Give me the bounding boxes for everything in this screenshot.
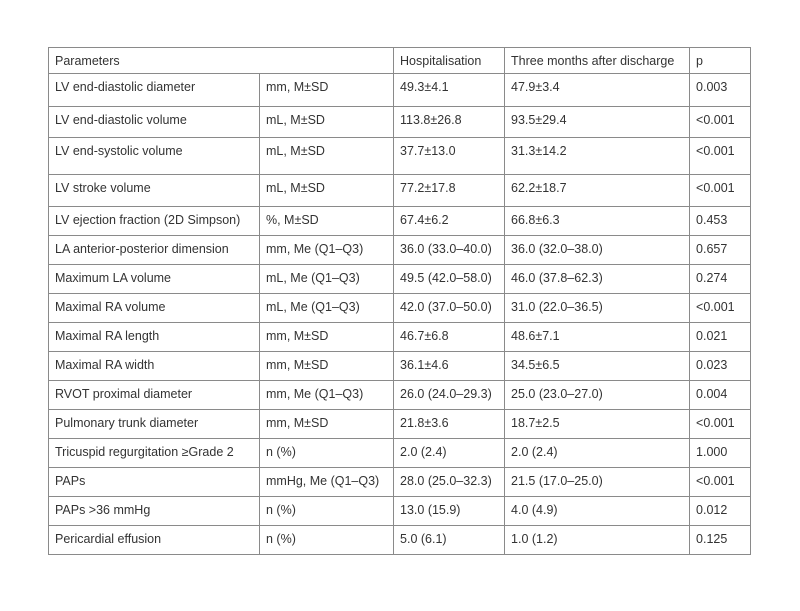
cell-three-months: 46.0 (37.8–62.3) bbox=[505, 265, 690, 294]
cell-unit: mm, Me (Q1–Q3) bbox=[260, 381, 394, 410]
cell-unit: %, M±SD bbox=[260, 207, 394, 236]
table-row bbox=[49, 352, 751, 381]
cell-hospitalisation: 113.8±26.8 bbox=[394, 107, 505, 138]
cell-three-months: 31.3±14.2 bbox=[505, 138, 690, 175]
cell-unit: mm, M±SD bbox=[260, 74, 394, 107]
cell-unit: mL, Me (Q1–Q3) bbox=[260, 294, 394, 323]
table-row bbox=[49, 107, 751, 138]
cell-p-value: <0.001 bbox=[690, 294, 751, 323]
cell-parameter: Maximal RA width bbox=[49, 352, 260, 381]
cell-hospitalisation: 5.0 (6.1) bbox=[394, 526, 505, 555]
cell-three-months: 34.5±6.5 bbox=[505, 352, 690, 381]
cell-three-months: 4.0 (4.9) bbox=[505, 497, 690, 526]
cell-three-months: 66.8±6.3 bbox=[505, 207, 690, 236]
cell-p-value: <0.001 bbox=[690, 468, 751, 497]
cell-hospitalisation: 28.0 (25.0–32.3) bbox=[394, 468, 505, 497]
cell-p-value: 0.274 bbox=[690, 265, 751, 294]
cell-hospitalisation: 67.4±6.2 bbox=[394, 207, 505, 236]
cell-parameter: LV stroke volume bbox=[49, 175, 260, 207]
cell-p-value: <0.001 bbox=[690, 107, 751, 138]
table-header-row bbox=[49, 48, 751, 74]
cell-unit: mm, M±SD bbox=[260, 352, 394, 381]
header-p-value: p bbox=[690, 48, 751, 74]
cell-hospitalisation: 2.0 (2.4) bbox=[394, 439, 505, 468]
cell-parameter: PAPs bbox=[49, 468, 260, 497]
header-three-months: Three months after discharge bbox=[505, 48, 690, 74]
cell-unit: mL, M±SD bbox=[260, 107, 394, 138]
table-row bbox=[49, 468, 751, 497]
cell-parameter: LV end-diastolic volume bbox=[49, 107, 260, 138]
table-row bbox=[49, 175, 751, 207]
cell-p-value: <0.001 bbox=[690, 175, 751, 207]
cell-three-months: 36.0 (32.0–38.0) bbox=[505, 236, 690, 265]
header-parameters: Parameters bbox=[49, 48, 394, 74]
cell-hospitalisation: 36.0 (33.0–40.0) bbox=[394, 236, 505, 265]
table-body bbox=[49, 74, 751, 555]
table-row bbox=[49, 381, 751, 410]
cell-parameter: Tricuspid regurgitation ≥Grade 2 bbox=[49, 439, 260, 468]
cell-three-months: 25.0 (23.0–27.0) bbox=[505, 381, 690, 410]
cell-p-value: 1.000 bbox=[690, 439, 751, 468]
cell-hospitalisation: 37.7±13.0 bbox=[394, 138, 505, 175]
cell-p-value: 0.023 bbox=[690, 352, 751, 381]
cell-unit: mL, M±SD bbox=[260, 138, 394, 175]
cell-three-months: 21.5 (17.0–25.0) bbox=[505, 468, 690, 497]
cell-three-months: 93.5±29.4 bbox=[505, 107, 690, 138]
table-row bbox=[49, 138, 751, 175]
table-row bbox=[49, 74, 751, 107]
table-row bbox=[49, 497, 751, 526]
cell-p-value: 0.004 bbox=[690, 381, 751, 410]
cell-p-value: 0.125 bbox=[690, 526, 751, 555]
cell-p-value: <0.001 bbox=[690, 410, 751, 439]
cell-hospitalisation: 26.0 (24.0–29.3) bbox=[394, 381, 505, 410]
cell-three-months: 48.6±7.1 bbox=[505, 323, 690, 352]
cell-parameter: PAPs >36 mmHg bbox=[49, 497, 260, 526]
cell-parameter: Maximum LA volume bbox=[49, 265, 260, 294]
cell-hospitalisation: 42.0 (37.0–50.0) bbox=[394, 294, 505, 323]
cell-p-value: 0.453 bbox=[690, 207, 751, 236]
echocardiography-table bbox=[48, 47, 751, 555]
table-row bbox=[49, 526, 751, 555]
cell-unit: n (%) bbox=[260, 526, 394, 555]
cell-p-value: 0.657 bbox=[690, 236, 751, 265]
cell-three-months: 2.0 (2.4) bbox=[505, 439, 690, 468]
table-row bbox=[49, 439, 751, 468]
cell-unit: mmHg, Me (Q1–Q3) bbox=[260, 468, 394, 497]
cell-parameter: Maximal RA volume bbox=[49, 294, 260, 323]
cell-unit: mm, Me (Q1–Q3) bbox=[260, 236, 394, 265]
cell-hospitalisation: 21.8±3.6 bbox=[394, 410, 505, 439]
cell-parameter: LV end-systolic volume bbox=[49, 138, 260, 175]
cell-three-months: 1.0 (1.2) bbox=[505, 526, 690, 555]
cell-unit: mm, M±SD bbox=[260, 410, 394, 439]
table-row bbox=[49, 207, 751, 236]
cell-hospitalisation: 77.2±17.8 bbox=[394, 175, 505, 207]
cell-three-months: 62.2±18.7 bbox=[505, 175, 690, 207]
cell-parameter: LV ejection fraction (2D Simpson) bbox=[49, 207, 260, 236]
cell-p-value: 0.012 bbox=[690, 497, 751, 526]
cell-p-value: 0.003 bbox=[690, 74, 751, 107]
cell-parameter: LA anterior-posterior dimension bbox=[49, 236, 260, 265]
cell-three-months: 31.0 (22.0–36.5) bbox=[505, 294, 690, 323]
cell-hospitalisation: 49.5 (42.0–58.0) bbox=[394, 265, 505, 294]
cell-unit: n (%) bbox=[260, 439, 394, 468]
cell-hospitalisation: 36.1±4.6 bbox=[394, 352, 505, 381]
cell-unit: mL, M±SD bbox=[260, 175, 394, 207]
table-row bbox=[49, 410, 751, 439]
cell-p-value: 0.021 bbox=[690, 323, 751, 352]
cell-parameter: LV end-diastolic diameter bbox=[49, 74, 260, 107]
cell-unit: n (%) bbox=[260, 497, 394, 526]
cell-unit: mL, Me (Q1–Q3) bbox=[260, 265, 394, 294]
cell-parameter: Maximal RA length bbox=[49, 323, 260, 352]
cell-unit: mm, M±SD bbox=[260, 323, 394, 352]
table-row bbox=[49, 265, 751, 294]
header-hospitalisation: Hospitalisation bbox=[394, 48, 505, 74]
cell-parameter: Pulmonary trunk diameter bbox=[49, 410, 260, 439]
cell-p-value: <0.001 bbox=[690, 138, 751, 175]
table-row bbox=[49, 294, 751, 323]
cell-parameter: RVOT proximal diameter bbox=[49, 381, 260, 410]
cell-hospitalisation: 49.3±4.1 bbox=[394, 74, 505, 107]
cell-hospitalisation: 46.7±6.8 bbox=[394, 323, 505, 352]
table-row bbox=[49, 323, 751, 352]
table-row bbox=[49, 236, 751, 265]
cell-parameter: Pericardial effusion bbox=[49, 526, 260, 555]
cell-three-months: 18.7±2.5 bbox=[505, 410, 690, 439]
cell-hospitalisation: 13.0 (15.9) bbox=[394, 497, 505, 526]
cell-three-months: 47.9±3.4 bbox=[505, 74, 690, 107]
